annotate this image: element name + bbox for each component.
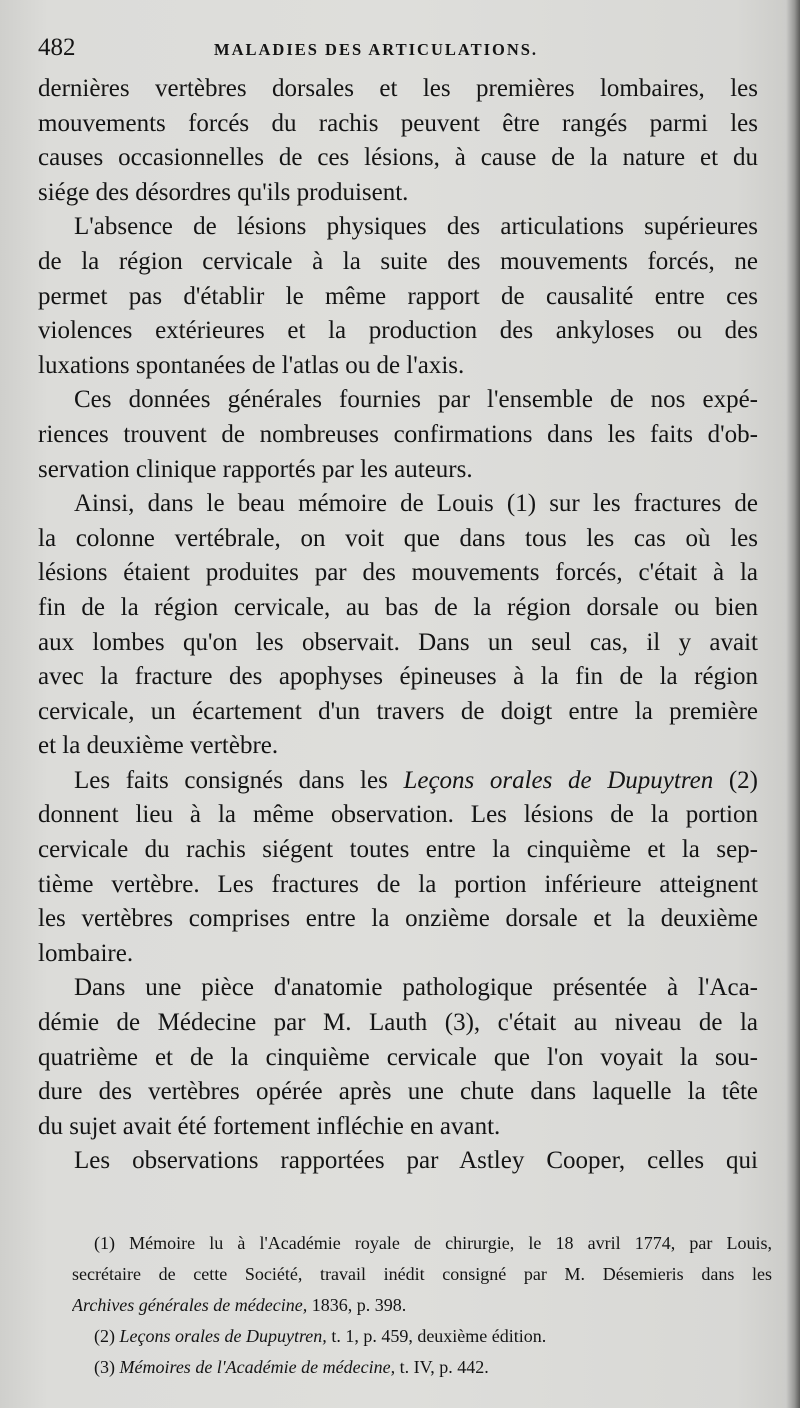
book-title-italic: Leçons orales de Dupuytren,	[119, 1326, 327, 1346]
line-text: Les faits consignés dans les	[74, 766, 404, 794]
body-text	[38, 72, 758, 1179]
text-line: lésions étaient produites par des mouvements forcés, c'était à la	[38, 559, 758, 587]
footnote-text: 1836, p. 398.	[307, 1295, 407, 1315]
page-number: 482	[38, 34, 76, 61]
line-text: (2)	[713, 766, 758, 794]
text-line: Dans une pièce d'anatomie pathologique présentée à l'Aca-	[74, 974, 758, 1002]
text-line: les vertèbres comprises entre la onzième dorsale et la deuxième	[38, 905, 758, 933]
text-line: dernières vertèbres dorsales et les premières lombaires, les	[38, 75, 758, 102]
text-line: Les observations rapportées par Astley Cooper, celles qui	[74, 1147, 758, 1175]
page-edge-shadow	[786, 0, 800, 1408]
text-line: Ainsi, dans le beau mémoire de Louis (1) sur les fractures de	[74, 490, 758, 518]
footnote-1: (1) Mémoire lu à l'Académie royale de chirurgie, le 18 avril 1774, par Louis,	[94, 1233, 772, 1253]
text-line: démie de Médecine par M. Lauth (3), c'était au niveau de la	[38, 1009, 758, 1037]
footnote-1-cont: secrétaire de cette Société, travail inédit consigné par M. Désemieris dans les	[72, 1264, 772, 1284]
text-line: servation clinique rapportés par les auteurs.	[38, 455, 473, 483]
text-line: riences trouvent de nombreuses confirmations dans les faits d'ob-	[38, 420, 758, 448]
footnote-2	[72, 1321, 772, 1352]
text-line: luxations spontanées de l'atlas ou de l'axis.	[38, 351, 465, 379]
journal-title-italic: Mémoires de l'Académie de médecine,	[119, 1357, 396, 1377]
text-line: aux lombes qu'on les observait. Dans un seul cas, il y avait	[38, 628, 758, 656]
footnote-text: (2)	[94, 1326, 120, 1346]
text-line: dure des vertèbres opérée après une chute dans laquelle la tête	[38, 1078, 758, 1106]
text-line: la colonne vertébrale, on voit que dans tous les cas où les	[38, 524, 758, 552]
text-line: avec la fracture des apophyses épineuses à la fin de la région	[38, 663, 758, 691]
text-line: donnent lieu à la même observation. Les lésions de la portion	[38, 801, 758, 829]
text-line: causes occasionnelles de ces lésions, à cause de la nature et du	[38, 144, 758, 172]
text-line: et la deuxième vertèbre.	[38, 732, 279, 760]
text-line: quatrième et de la cinquième cervicale que l'on voyait la sou-	[38, 1043, 758, 1071]
text-line: siége des désordres qu'ils produisent.	[38, 178, 409, 206]
text-line: permet pas d'établir le même rapport de causalité entre ces	[38, 282, 758, 310]
text-line: cervicale du rachis siégent toutes entre la cinquième et la sep-	[38, 836, 758, 864]
journal-title-italic: Archives générales de médecine,	[72, 1295, 308, 1315]
text-line: cervicale, un écartement d'un travers de doigt entre la première	[38, 697, 758, 725]
text-line: fin de la région cervicale, au bas de la région dorsale ou bien	[38, 593, 758, 621]
text-line: du sujet avait été fortement infléchie en avant.	[38, 1112, 501, 1140]
text-line	[38, 764, 758, 799]
footnote-text: (3)	[94, 1357, 120, 1377]
text-line: L'absence de lésions physiques des articulations supérieures	[74, 213, 758, 241]
running-title: MALADIES DES ARTICULATIONS.	[214, 40, 539, 59]
text-line: Ces données générales fournies par l'ensemble de nos expé-	[74, 386, 758, 414]
book-title-italic: Leçons orales de Dupuytren	[403, 766, 714, 794]
text-line: violences extérieures et la production des ankyloses ou des	[38, 317, 758, 345]
text-line: lombaire.	[38, 939, 134, 967]
footnote-3	[72, 1352, 772, 1383]
footnote-text: t. IV, p. 442.	[395, 1357, 489, 1377]
text-line: mouvements forcés du rachis peuvent être rangés parmi les	[38, 109, 758, 137]
text-line: de la région cervicale à la suite des mouvements forcés, ne	[38, 247, 758, 275]
footnotes	[72, 1228, 772, 1383]
footnote-1-cont	[72, 1290, 772, 1321]
page-header	[38, 34, 778, 64]
text-line: tième vertèbre. Les fractures de la portion inférieure atteignent	[38, 870, 758, 898]
footnote-text: t. 1, p. 459, deuxième édition.	[326, 1326, 547, 1346]
